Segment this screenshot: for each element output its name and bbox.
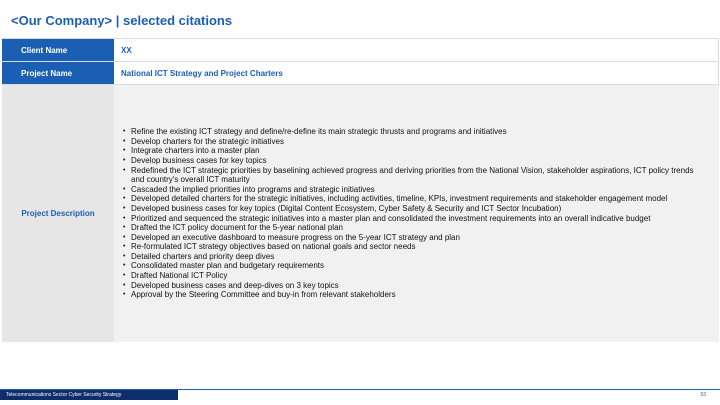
description-bullet-item: • Redefined the ICT strategic priorities by baselining achieved progress and deriving priorities from the National Vision, stakeholder aspirations, ICT policy trends and country's overall ICT maturity [123,166,699,185]
description-bullet-item: • Drafted National ICT Policy [123,271,699,281]
project-name-label: Project Name [2,62,114,84]
description-bullet-item: • Developed business cases and deep-dives on 3 key topics [123,281,699,291]
description-bullet-list [123,127,699,300]
client-row [2,38,719,62]
citation-table [2,38,719,342]
description-bullet-item: • Consolidated master plan and budgetary requirements [123,261,699,271]
description-bullet-item: • Approval by the Steering Committee and buy-in from relevant stakeholders [123,290,699,300]
description-bullet-item: • Develop charters for the strategic initiatives [123,137,699,147]
description-bullet-item: • Refine the existing ICT strategy and define/re-define its main strategic thrusts and programs and initiatives [123,127,699,137]
description-bullet-item: • Develop business cases for key topics [123,156,699,166]
description-bullet-item: • Integrate charters into a master plan [123,146,699,156]
description-bullet-item: • Developed detailed charters for the strategic initiatives, including activities, timeline, KPIs, investment requirements and stakeholder engagement model [123,194,699,204]
description-bullet-item: • Re-formulated ICT strategy objectives based on national goals and sector needs [123,242,699,252]
client-name-label: Client Name [2,39,114,61]
page-title: <Our Company> | selected citations [11,13,233,28]
client-name-value: XX [114,39,719,61]
description-bullet-item: • Cascaded the implied priorities into programs and strategic initiatives [123,185,699,195]
footer-document-title: Telecommunications Sector Cyber Security Strategy [0,390,178,400]
description-bullet-item: • Prioritized and sequenced the strategic initiatives into a master plan and consolidated the investment requirements into an overall indicative budget [123,214,699,224]
description-row [2,85,719,342]
description-bullet-item: • Drafted the ICT policy document for the 5-year national plan [123,223,699,233]
project-row [2,62,719,85]
description-bullet-item: • Developed business cases for key topics (Digital Content Ecosystem, Cyber Safety & Security and ICT Sector Incubation) [123,204,699,214]
description-bullet-item: • Developed an executive dashboard to measure progress on the 5-year ICT strategy and plan [123,233,699,243]
project-description-label: Project Description [2,85,114,342]
project-name-value: National ICT Strategy and Project Charters [114,62,719,84]
project-description-content [114,85,719,342]
description-bullet-item: • Detailed charters and priority deep dives [123,252,699,262]
page-number: 53 [700,392,706,398]
